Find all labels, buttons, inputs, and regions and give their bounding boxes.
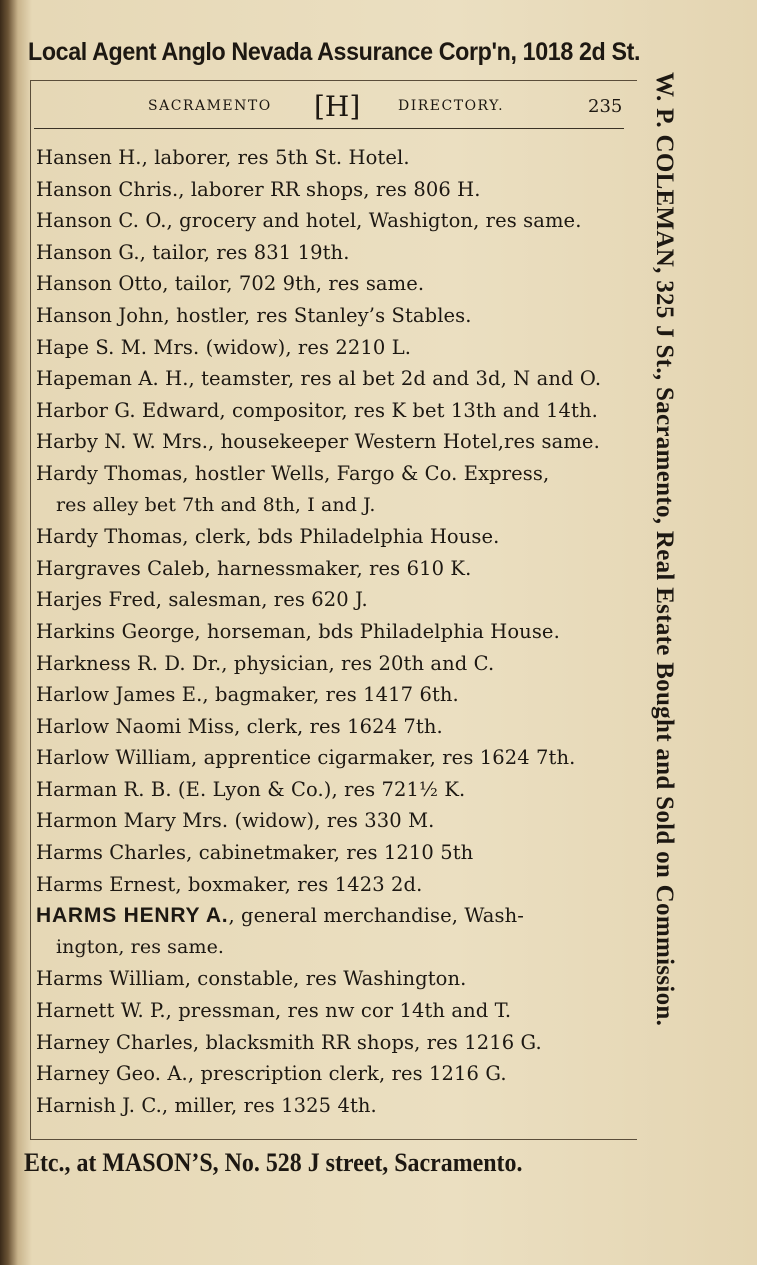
list-item [36, 237, 628, 269]
side-advertisement [644, 72, 684, 1152]
entry-text: Harkins George, horseman, bds Philadelphia House. [36, 619, 560, 643]
list-item-continuation [36, 490, 628, 522]
entry-text: Harms William, constable, res Washington. [36, 967, 467, 991]
entry-text: Hanson C. O., grocery and hotel, Washigton, res same. [36, 209, 582, 233]
list-item [36, 648, 628, 680]
entry-text: Hanson John, hostler, res Stanley’s Stables. [36, 303, 472, 327]
list-item [36, 268, 628, 300]
entry-text: Harlow James E., bagmaker, res 1417 6th. [36, 683, 459, 707]
header-rule [34, 128, 624, 129]
list-item [36, 742, 628, 774]
list-item [36, 363, 628, 395]
entry-text: Hansen H., laborer, res 5th St. Hotel. [36, 146, 410, 169]
list-item-featured [36, 900, 628, 932]
entry-text: Hanson Otto, tailor, 702 9th, res same. [36, 272, 425, 296]
header-city: SACRAMENTO [148, 98, 272, 114]
entry-text: Harjes Fred, salesman, res 620 J. [36, 588, 368, 612]
list-item [36, 837, 628, 869]
list-item [36, 774, 628, 806]
entry-text: Harby N. W. Mrs., housekeeper Western Hotel,res same. [36, 430, 600, 454]
entry-text: Harney Geo. A., prescription clerk, res 1216 G. [36, 1062, 507, 1086]
entry-text: Hargraves Caleb, harnessmaker, res 610 K. [36, 556, 472, 580]
entry-text: res alley bet 7th and 8th, I and J. [56, 493, 376, 516]
list-item [36, 553, 628, 585]
entry-text: Harlow William, apprentice cigarmaker, res 1624 7th. [36, 746, 576, 770]
list-item [36, 142, 628, 174]
side-advertisement-text: W. P. COLEMAN, 325 J St., Sacramento, Real Estate Bought and Sold on Commission. [651, 72, 678, 1027]
entry-text: Harms Ernest, boxmaker, res 1423 2d. [36, 872, 423, 896]
list-item [36, 711, 628, 743]
list-item [36, 174, 628, 206]
list-item [36, 963, 628, 995]
entry-text: Harney Charles, blacksmith RR shops, res 1216 G. [36, 1030, 542, 1054]
list-item [36, 521, 628, 553]
directory-entries [36, 142, 628, 1121]
entry-text: Hardy Thomas, hostler Wells, Fargo & Co. Express, [36, 461, 550, 485]
entry-text: Harmon Mary Mrs. (widow), res 330 M. [36, 809, 435, 833]
bottom-advertisement-banner: Etc., at MASON’S, No. 528 J street, Sacramento. [24, 1148, 523, 1177]
entry-text: Harbor G. Edward, compositor, res K bet 13th and 14th. [36, 398, 598, 422]
list-item [36, 332, 628, 364]
entry-text: ington, res same. [56, 935, 225, 958]
entry-text: Hanson G., tailor, res 831 19th. [36, 240, 350, 264]
list-item [36, 1090, 628, 1122]
list-item [36, 616, 628, 648]
entry-text: Hardy Thomas, clerk, bds Philadelphia House. [36, 525, 500, 549]
list-item [36, 458, 628, 490]
list-item [36, 679, 628, 711]
entry-text: Hape S. M. Mrs. (widow), res 2210 L. [36, 335, 412, 359]
entry-text: Harms Charles, cabinetmaker, res 1210 5th [36, 841, 474, 865]
header-section-letter: [H] [314, 90, 361, 123]
entry-text: , general merchandise, Wash- [228, 904, 524, 928]
entry-text: Harlow Naomi Miss, clerk, res 1624 7th. [36, 714, 443, 738]
list-item [36, 205, 628, 237]
list-item [36, 1027, 628, 1059]
entry-text: Hanson Chris., laborer RR shops, res 806 H. [36, 177, 481, 201]
entry-text: Hapeman A. H., teamster, res al bet 2d and 3d, N and O. [36, 367, 602, 391]
list-item [36, 805, 628, 837]
list-item [36, 395, 628, 427]
entry-text: Harkness R. D. Dr., physician, res 20th and C. [36, 651, 495, 675]
list-item [36, 584, 628, 616]
top-advertisement-banner: Local Agent Anglo Nevada Assurance Corp'n, 1018 2d St. [28, 38, 641, 66]
list-item [36, 1058, 628, 1090]
list-item-continuation [36, 932, 628, 964]
list-item [36, 426, 628, 458]
entry-text: Harnish J. C., miller, res 1325 4th. [36, 1093, 377, 1117]
entry-text: Harman R. B. (E. Lyon & Co.), res 721½ K. [36, 777, 466, 801]
running-header [30, 90, 636, 126]
list-item [36, 869, 628, 901]
featured-name: HARMS HENRY A. [36, 904, 229, 928]
list-item [36, 300, 628, 332]
entry-text: Harnett W. P., pressman, res nw cor 14th and T. [36, 999, 512, 1023]
page-number: 235 [588, 96, 623, 117]
list-item [36, 995, 628, 1027]
header-title: DIRECTORY. [398, 98, 505, 114]
